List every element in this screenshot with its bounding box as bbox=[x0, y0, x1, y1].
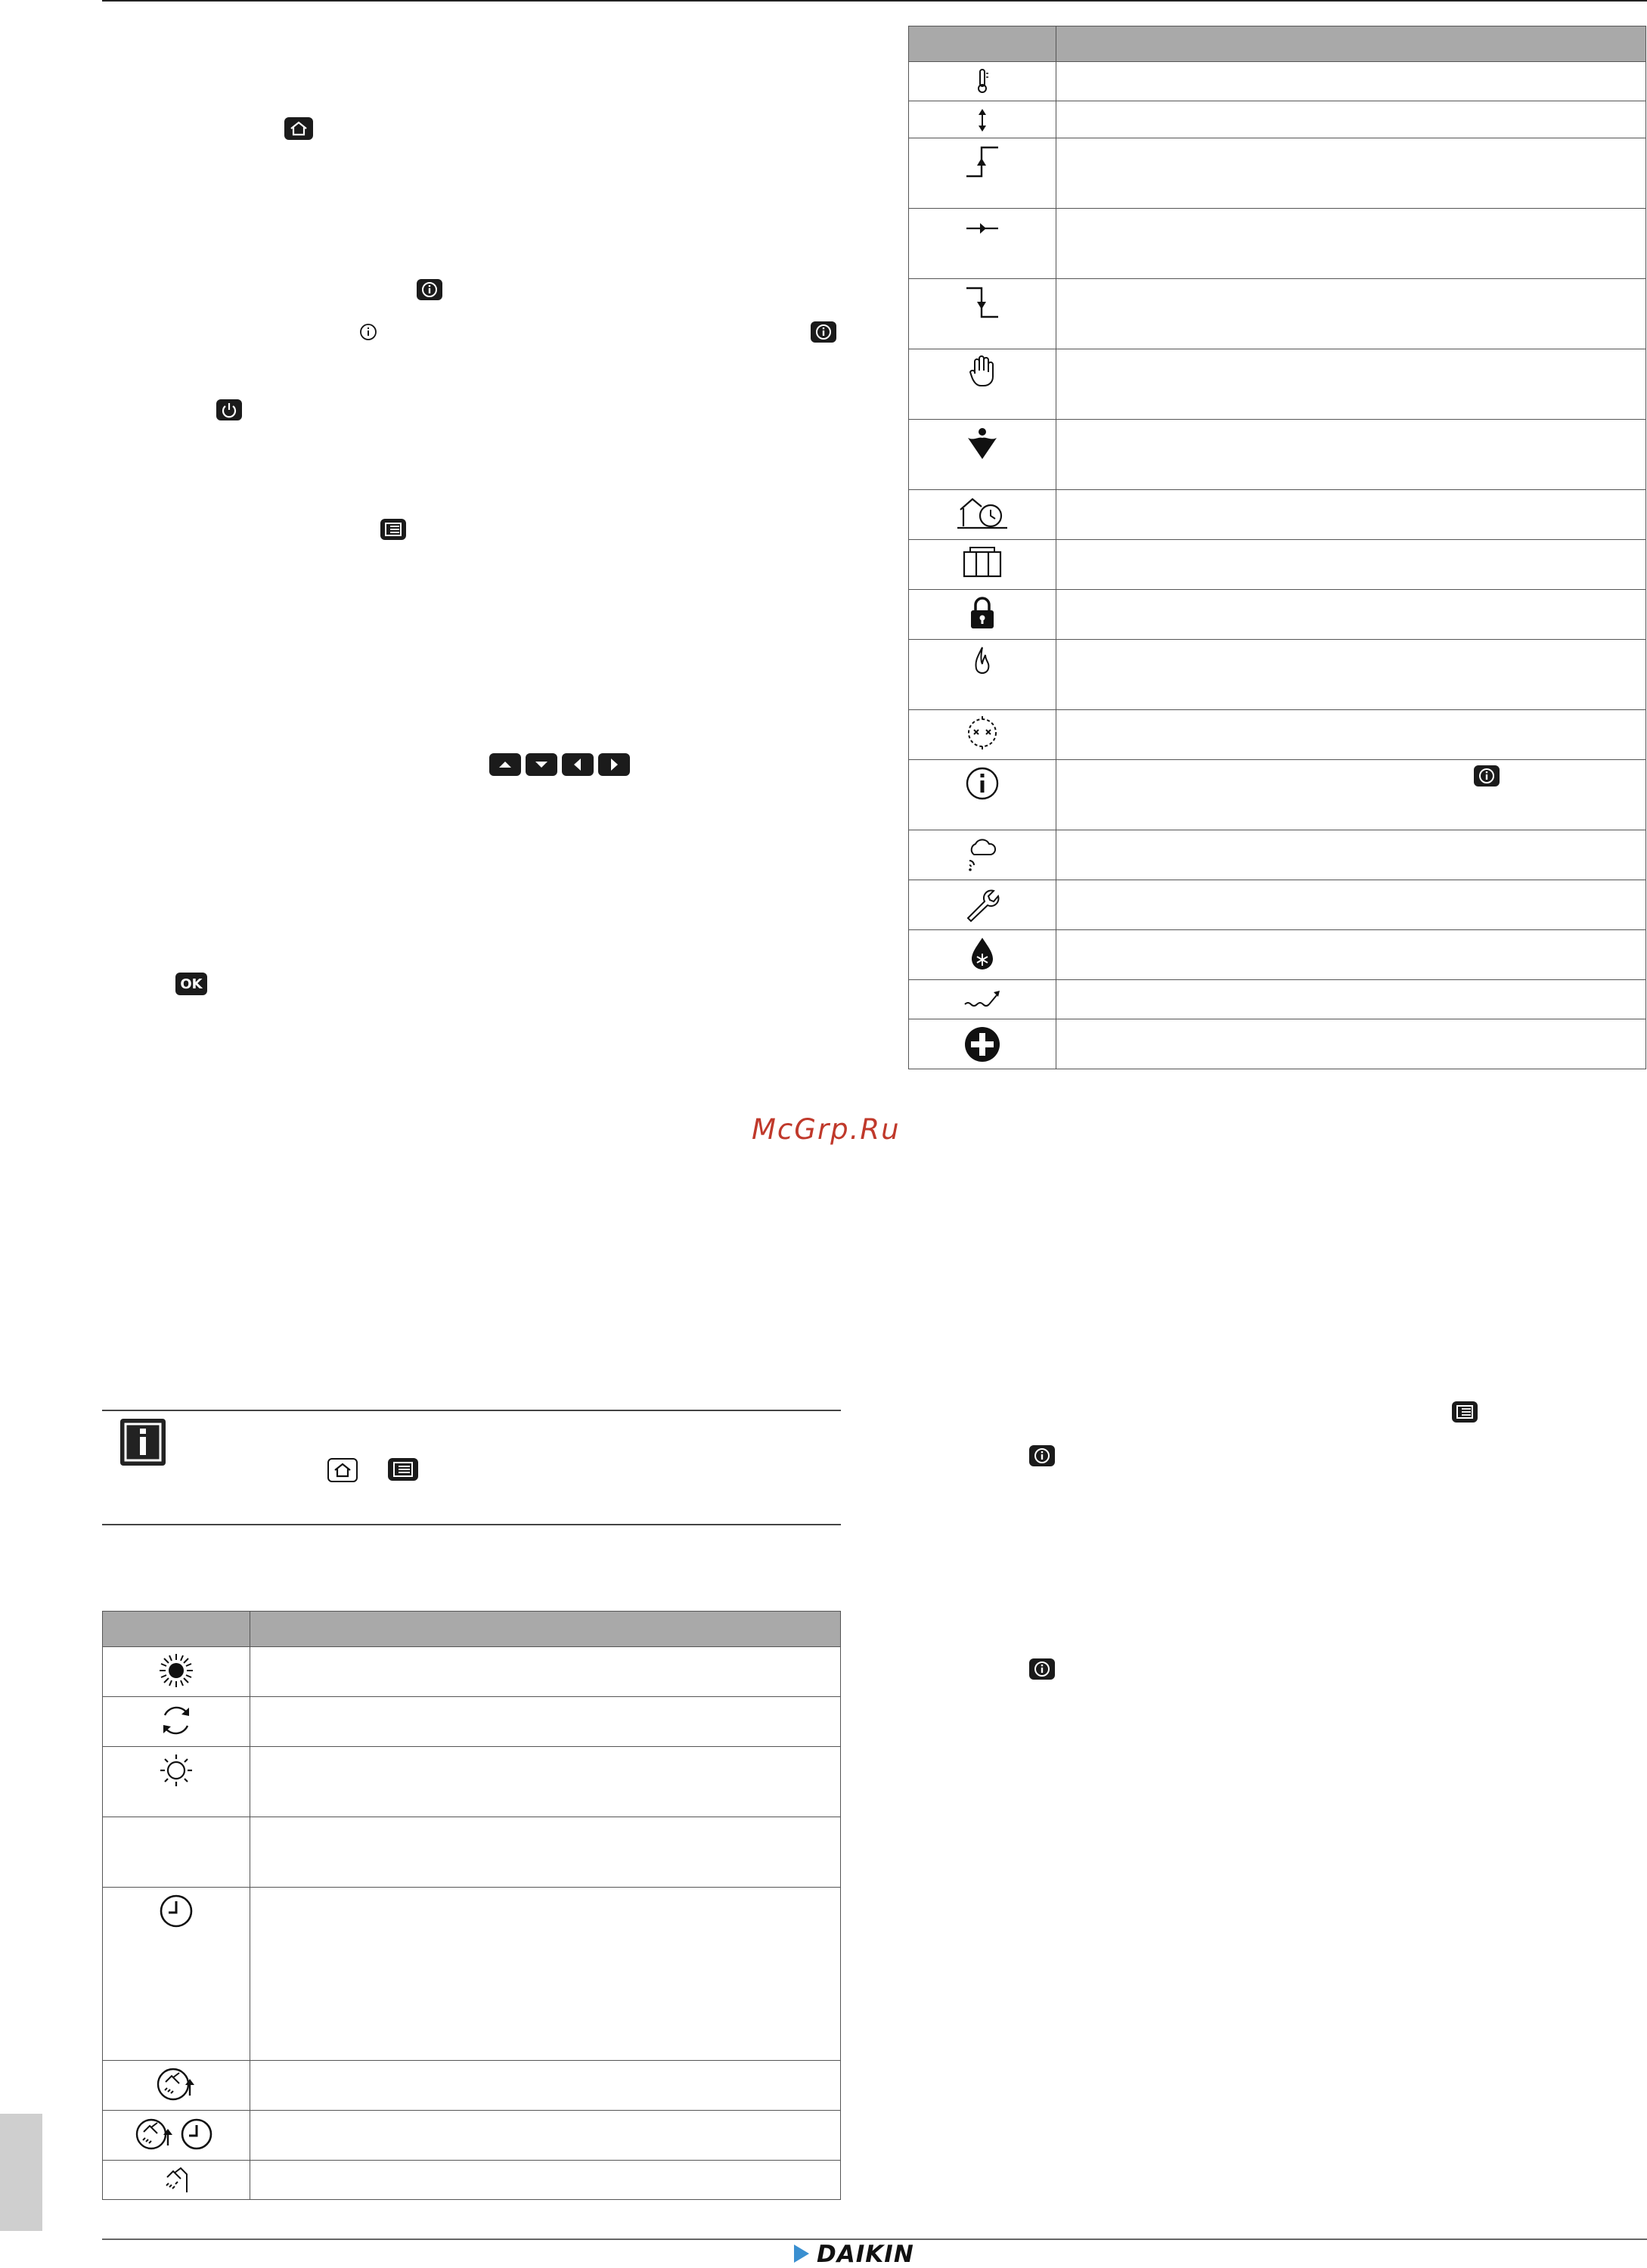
error-face-icon bbox=[962, 715, 1003, 751]
bottom-rule bbox=[102, 2239, 1647, 2240]
lock-icon bbox=[966, 594, 999, 631]
shower-up-clock-icon bbox=[135, 2115, 218, 2153]
table-row bbox=[103, 1817, 841, 1888]
wave-arrow-icon bbox=[962, 985, 1003, 1010]
table-row bbox=[103, 1697, 841, 1747]
sun-outline-icon bbox=[157, 1751, 195, 1789]
home-key-icon bbox=[284, 117, 313, 140]
top-rule bbox=[102, 0, 1647, 2]
clock-icon bbox=[157, 1892, 195, 1930]
watermark: McGrp.Ru bbox=[752, 1113, 901, 1146]
table-row bbox=[909, 590, 1646, 640]
wardrobe-icon bbox=[960, 545, 1005, 579]
menu-key-icon bbox=[388, 1458, 418, 1481]
table-header-row bbox=[103, 1612, 841, 1647]
table-row bbox=[103, 1647, 841, 1697]
table-row bbox=[909, 138, 1646, 209]
arrow-up-key-icon bbox=[489, 753, 521, 776]
daikin-logo: DAIKIN bbox=[817, 2241, 914, 2268]
table-row bbox=[103, 2111, 841, 2161]
table-row bbox=[909, 880, 1646, 930]
flame-icon bbox=[969, 644, 996, 682]
info-key-icon bbox=[1474, 765, 1500, 787]
info-key-icon bbox=[1029, 1445, 1055, 1466]
menu-key-icon bbox=[1452, 1401, 1478, 1423]
header-cell-icon bbox=[909, 26, 1056, 62]
header-cell-icon bbox=[103, 1612, 250, 1647]
menu-key-icon bbox=[380, 519, 406, 540]
table-row bbox=[103, 1747, 841, 1817]
table-row bbox=[909, 640, 1646, 710]
shower-up-icon bbox=[155, 2065, 197, 2103]
daikin-logo-mark-icon bbox=[794, 2245, 809, 2263]
table-row bbox=[909, 62, 1646, 101]
table-row bbox=[909, 1019, 1646, 1069]
step-up-icon bbox=[963, 143, 1001, 184]
info-note bbox=[102, 1410, 841, 1525]
plus-circle-icon bbox=[962, 1024, 1003, 1065]
wrench-icon bbox=[963, 885, 1001, 923]
table-row bbox=[909, 760, 1646, 830]
info-circle-icon bbox=[963, 765, 1001, 802]
table-row bbox=[103, 2161, 841, 2200]
table-row bbox=[909, 980, 1646, 1019]
table-row bbox=[909, 830, 1646, 880]
table-row bbox=[909, 490, 1646, 540]
table-row bbox=[909, 209, 1646, 279]
refresh-cycle-icon bbox=[157, 1702, 195, 1739]
table-row bbox=[909, 279, 1646, 349]
header-cell-description bbox=[250, 1612, 841, 1647]
table-row bbox=[909, 540, 1646, 590]
arrow-left-key-icon bbox=[562, 753, 594, 776]
adjust-updown-icon bbox=[971, 106, 994, 135]
table-row bbox=[909, 420, 1646, 490]
info-key-icon bbox=[811, 321, 836, 343]
sun-bright-icon bbox=[157, 1652, 195, 1689]
moon-icon bbox=[160, 1822, 193, 1860]
drop-snowflake-icon bbox=[967, 935, 997, 973]
table-row bbox=[909, 930, 1646, 980]
ok-key-label: OK bbox=[180, 976, 203, 992]
shower-icon bbox=[160, 2165, 193, 2195]
arrow-right-key-icon bbox=[598, 753, 630, 776]
arrow-right-line-icon bbox=[963, 213, 1001, 244]
thermometer-icon bbox=[971, 67, 994, 95]
info-key-icon bbox=[417, 279, 442, 300]
table-row bbox=[103, 1888, 841, 2061]
cloud-signal-icon bbox=[963, 835, 1001, 874]
table-row bbox=[909, 710, 1646, 760]
home-key-icon bbox=[327, 1458, 358, 1482]
info-key-icon bbox=[1029, 1658, 1055, 1680]
table-row bbox=[909, 349, 1646, 420]
step-down-icon bbox=[963, 284, 1001, 324]
hand-icon bbox=[967, 354, 997, 389]
mode-icon-table bbox=[102, 1611, 841, 2200]
header-cell-description bbox=[1056, 26, 1646, 62]
user-heart-icon bbox=[963, 424, 1001, 462]
info-box-icon bbox=[120, 1419, 166, 1466]
table-header-row bbox=[909, 26, 1646, 62]
side-tab bbox=[0, 2114, 42, 2231]
status-icon-table bbox=[908, 26, 1646, 1069]
ok-key-icon bbox=[175, 973, 207, 995]
power-key-icon bbox=[216, 399, 242, 420]
table-row bbox=[909, 101, 1646, 138]
info-small-icon bbox=[358, 322, 378, 345]
arrow-down-key-icon bbox=[526, 753, 557, 776]
table-row bbox=[103, 2061, 841, 2111]
house-clock-icon bbox=[956, 495, 1009, 531]
